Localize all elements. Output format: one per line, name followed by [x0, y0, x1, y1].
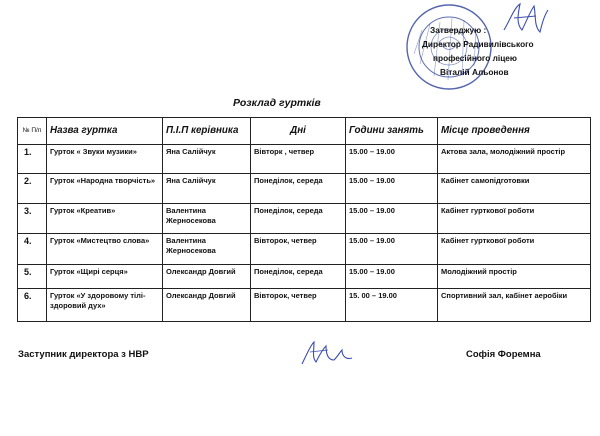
header-leader: П.І.П керівника: [163, 118, 251, 145]
cell-place: Спортивний зал, кабінет аеробіки: [438, 289, 591, 322]
cell-num: 5.: [18, 265, 47, 289]
cell-hours: 15.00 – 19.00: [346, 234, 438, 265]
cell-name: Гурток «У здоровому тілі- здоровий дух»: [47, 289, 163, 322]
approval-line-3: професійного ліцею: [433, 53, 517, 63]
table-row: [18, 265, 591, 289]
cell-name: Гурток «Щирі серця»: [47, 265, 163, 289]
table-row: [18, 234, 591, 265]
cell-name: Гурток «Народна творчість»: [47, 174, 163, 204]
cell-hours: 15.00 – 19.00: [346, 204, 438, 234]
approval-line-1: Затверджую :: [430, 25, 487, 35]
cell-place: Кабінет гурткової роботи: [438, 234, 591, 265]
table-header-row: [18, 118, 591, 145]
deputy-position: Заступник директора з НВР: [18, 349, 149, 360]
table-row: [18, 145, 591, 174]
table-row: [18, 174, 591, 204]
approval-line-4: Віталій Альонов: [440, 67, 509, 77]
cell-num: 6.: [18, 289, 47, 322]
deputy-signature: [298, 338, 356, 368]
cell-place: Молодіжний простір: [438, 265, 591, 289]
cell-num: 2.: [18, 174, 47, 204]
cell-name: Гурток «Креатив»: [47, 204, 163, 234]
header-days: Дні: [251, 118, 346, 145]
cell-leader: Валентина Жерносекова: [163, 204, 251, 234]
cell-days: Понеділок, середа: [251, 265, 346, 289]
deputy-name: Софія Форемна: [466, 349, 541, 360]
approval-block: [422, 23, 592, 79]
cell-place: Кабінет самопідготовки: [438, 174, 591, 204]
cell-leader: Яна Салійчук: [163, 174, 251, 204]
cell-place: Актова зала, молодіжний простір: [438, 145, 591, 174]
header-place: Місце проведення: [438, 118, 591, 145]
cell-name: Гурток « Звуки музики»: [47, 145, 163, 174]
cell-leader: Олександр Довгий: [163, 265, 251, 289]
cell-name: Гурток «Мистецтво слова»: [47, 234, 163, 265]
document-title: Розклад гуртків: [233, 97, 321, 109]
header-name: Назва гуртка: [47, 118, 163, 145]
cell-num: 3.: [18, 204, 47, 234]
cell-hours: 15.00 – 19.00: [346, 265, 438, 289]
cell-leader: Олександр Довгий: [163, 289, 251, 322]
cell-hours: 15.00 – 19.00: [346, 174, 438, 204]
table-row: [18, 204, 591, 234]
header-hours: Години занять: [346, 118, 438, 145]
cell-days: Понеділок, середа: [251, 174, 346, 204]
table-row: [18, 289, 591, 322]
schedule-table: [17, 117, 591, 322]
header-num: № П/п: [18, 118, 47, 145]
cell-num: 4.: [18, 234, 47, 265]
cell-days: Понеділок, середа: [251, 204, 346, 234]
cell-place: Кабінет гурткової роботи: [438, 204, 591, 234]
cell-days: Вівторк , четвер: [251, 145, 346, 174]
cell-leader: Яна Салійчук: [163, 145, 251, 174]
cell-hours: 15.00 – 19.00: [346, 145, 438, 174]
cell-hours: 15. 00 – 19.00: [346, 289, 438, 322]
cell-days: Вівторок, четвер: [251, 289, 346, 322]
cell-leader: Валентина Жерносекова: [163, 234, 251, 265]
cell-days: Вівторок, четвер: [251, 234, 346, 265]
cell-num: 1.: [18, 145, 47, 174]
approval-line-2: Директор Радивилівського: [422, 39, 534, 49]
